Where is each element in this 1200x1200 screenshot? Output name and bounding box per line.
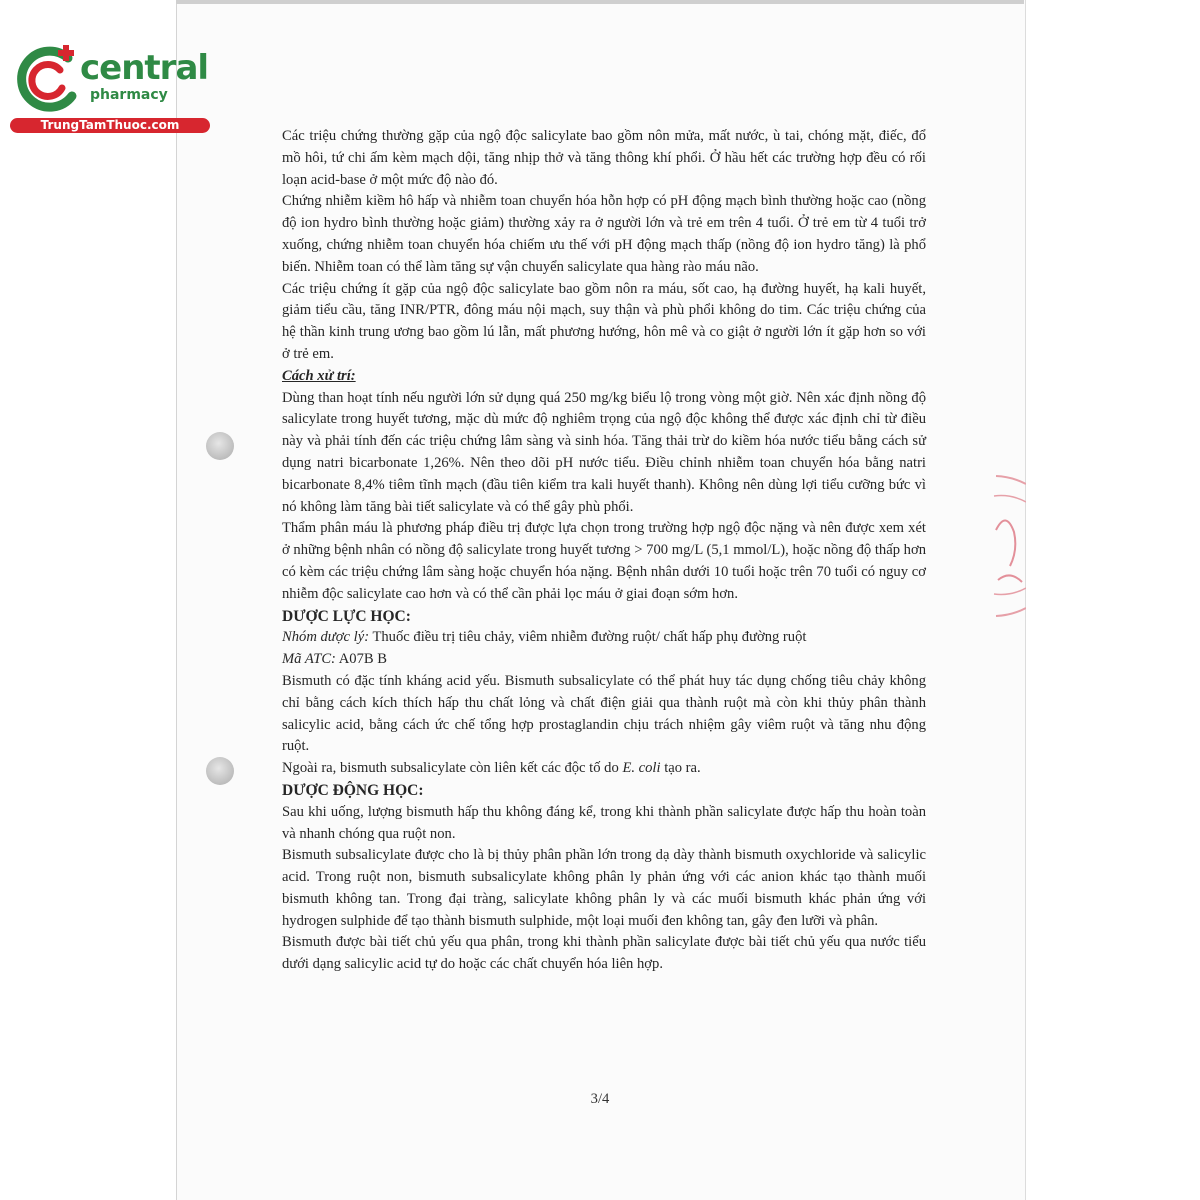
punch-hole	[206, 432, 234, 460]
paragraph: Ngoài ra, bismuth subsalicylate còn liên kết các độc tố do E. coli tạo ra.	[282, 760, 701, 777]
paragraph: Chứng nhiễm kiềm hô hấp và nhiễm toan chuyển hóa hỗn hợp có pH động mạch bình thường hoặc cao (nồng độ ion hydro bình thường hoặc giảm) thường xảy ra ở người lớn và trẻ em trên 4 tuổi. Ở trẻ em từ 4 tuổi trở xuống, chứng nhiễm toan chuyển hóa chiếm ưu thế với pH động mạch thấp (nồng độ ion hydro tăng) là phổ biến. Nhiễm toan có thể làm tăng sự vận chuyển salicylate qua hàng rào máu não.	[282, 193, 926, 275]
paragraph: Các triệu chứng thường gặp của ngộ độc salicylate bao gồm nôn mửa, mất nước, ù tai, chóng mặt, điếc, đổ mồ hôi, tứ chi ấm kèm mạch dội, tăng nhịp thở và tăng thông khí phổi. Ở hầu hết các trường hợp đều có rối loạn acid-base ở một mức độ nào đó.	[282, 128, 926, 188]
paragraph: Dùng than hoạt tính nếu người lớn sử dụng quá 250 mg/kg biểu lộ trong vòng một giờ. Nên xác định nồng độ salicylate trong huyết tương, mặc dù mức độ nghiêm trọng của ngộ độc không thể được xác định chỉ từ điều này và phải tính đến các triệu chứng lâm sàng và sinh hóa. Tăng thải trừ do kiềm hóa nước tiểu bằng cách sử dụng natri bicarbonate 1,26%. Nên theo dõi pH nước tiểu. Điều chỉnh nhiễm toan chuyển hóa bằng natri bicarbonate 8,4% tiêm tĩnh mạch (đầu tiên kiểm tra kali huyết thanh). Không nên dùng lợi tiểu cưỡng bức vì nó không làm tăng bài tiết salicylate và có thể gây phù phổi.	[282, 389, 926, 515]
paragraph: Các triệu chứng ít gặp của ngộ độc salicylate bao gồm nôn ra máu, sốt cao, hạ đường huyết, hạ kali huyết, giảm tiểu cầu, tăng INR/PTR, đông máu nội mạch, suy thận và phù phổi không do tim. Các triệu chứng của hệ thần kinh trung ương bao gồm lú lẫn, mất phương hướng, hôn mê và co giật ở người lớn ít gặp hơn so với ở trẻ em.	[282, 280, 926, 362]
label: Mã ATC:	[282, 651, 336, 668]
brand-name: central	[80, 48, 209, 88]
label: Nhóm dược lý:	[282, 629, 370, 646]
brand-site: TrungTamThuoc.com	[10, 118, 210, 133]
pharmacologic-group	[282, 627, 926, 649]
paragraph: Thẩm phân máu là phương pháp điều trị được lựa chọn trong trường hợp ngộ độc nặng và nên được xem xét ở những bệnh nhân có nồng độ salicylate trong huyết tương > 700 mg/L (5,1 mmol/L), hoặc nồng độ thấp hơn có kèm các triệu chứng lâm sàng hoặc chuyển hóa nặng. Bệnh nhân dưới 10 tuổi hoặc trên 70 tuổi có nguy cơ nhiễm độc salicylate cao hơn và có thể cần phải lọc máu ở giai đoạn sớm hơn.	[282, 520, 926, 602]
value: A07B B	[338, 651, 388, 668]
section-heading-pharmacodynamics: DƯỢC LỰC HỌC:	[282, 607, 411, 625]
seal-stamp-icon	[992, 470, 1026, 620]
page-number: 3/4	[590, 1091, 610, 1107]
value: Thuốc điều trị tiêu chảy, viêm nhiễm đường ruột/ chất hấp phụ đường ruột	[372, 629, 807, 646]
paragraph: Bismuth có đặc tính kháng acid yếu. Bismuth subsalicylate có thể phát huy tác dụng chống tiêu chảy không chỉ bằng cách kích thích hấp thu chất lỏng và chất điện giải qua thành ruột mà còn khi thủy phân thành salicylic acid, bằng cách ức chế tổng hợp prostaglandin chịu trách nhiệm gây viêm ruột và tăng nhu động ruột.	[282, 672, 926, 755]
section-heading-treatment: Cách xử trí:	[282, 367, 356, 384]
atc-code	[282, 649, 926, 671]
paragraph: Sau khi uống, lượng bismuth hấp thu không đáng kể, trong khi thành phần salicylate được hấp thu hoàn toàn và nhanh chóng qua ruột non.	[282, 803, 926, 842]
section-heading-pharmacokinetics: DƯỢC ĐỘNG HỌC:	[282, 781, 424, 799]
document-body	[282, 126, 926, 976]
organism-name: E. coli	[622, 760, 661, 777]
page-top-edge	[176, 0, 1024, 4]
punch-hole	[206, 757, 234, 785]
brand-subtitle: pharmacy	[90, 87, 168, 103]
paragraph: Bismuth subsalicylate được cho là bị thủy phân phần lớn trong dạ dày thành bismuth oxychloride và salicylic acid. Trong ruột non, bismuth subsalicylate không phân ly phản ứng với các anion khác tạo thành muối bismuth không tan. Trong đại tràng, salicylate không phân ly và các muối bismuth khác phản ứng với hydrogen sulphide để tạo thành bismuth sulphide, một loại muối đen không tan, gây đen lưỡi và phân.	[282, 847, 926, 929]
paragraph: Bismuth được bài tiết chủ yếu qua phân, trong khi thành phần salicylate được bài tiết chủ yếu qua nước tiểu dưới dạng salicylic acid tự do hoặc các chất chuyển hóa liên hợp.	[282, 934, 926, 973]
